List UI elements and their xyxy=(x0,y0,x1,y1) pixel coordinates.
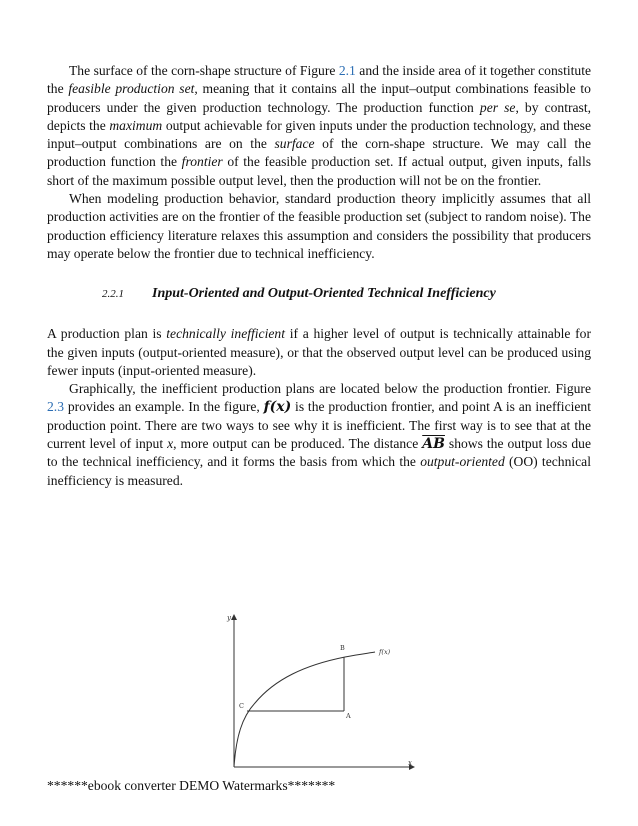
text: , meaning that it contains all the input–output combinations feasible to producers under the given production technology. The production function xyxy=(47,81,591,115)
x-axis-label: x xyxy=(408,759,412,767)
text: Graphically, the inefficient production plans are located below the production frontier. Figure xyxy=(69,381,591,397)
section-heading xyxy=(47,285,591,303)
text: , more output can be produced. The distance xyxy=(173,436,423,452)
text: provides an example. In the figure, xyxy=(64,399,264,415)
text: of the corn-shape structure. We may call the production function the xyxy=(47,136,592,170)
paragraph-definition xyxy=(47,325,591,380)
point-a-label: A xyxy=(346,712,351,720)
paragraph-production-theory: When modeling production behavior, standard production theory implicitly assumes that all production activities are on the frontier of the feasible production set (subject to random noise). The production efficiency literature relaxes this assumption and considers the possibility that producers may operate below the frontier due to technical inefficiency. xyxy=(47,191,591,261)
emphasis: output-oriented xyxy=(420,454,505,470)
math-fx: f(x) xyxy=(263,399,292,416)
text: is the production frontier, and point A is an inefficient production point. There are two ways to see why it is inefficient. The first way is to see that at the current level of input xyxy=(47,399,591,452)
paragraph-graphical xyxy=(47,380,591,490)
text: (OO) technical inefficiency is measured. xyxy=(47,454,591,488)
emphasis: per se xyxy=(479,99,516,115)
figure-link-2-1[interactable]: 2.1 xyxy=(338,63,356,78)
y-axis-label: y xyxy=(227,614,231,622)
figure-link-2-3[interactable]: 2.3 xyxy=(47,399,64,415)
section-number: 2.2.1 xyxy=(102,288,124,301)
page-body xyxy=(47,62,591,490)
text: and the inside area of it together constitute the xyxy=(47,63,592,97)
emphasis: maximum xyxy=(109,117,163,133)
emphasis: feasible production set xyxy=(68,81,195,97)
text: The surface of the corn-shape structure of Figure xyxy=(69,63,339,78)
emphasis: surface xyxy=(274,136,315,152)
text: , by contrast, depicts the xyxy=(47,99,592,133)
text: of the feasible production set. If actual output, given inputs, falls short of the maximum possible output level, then the production will not be on the frontier. xyxy=(47,154,592,188)
math-ab: $\overline{AB}$ xyxy=(422,436,445,453)
section-title: Input-Oriented and Output-Oriented Technical Inefficiency xyxy=(152,286,496,302)
point-c-label: C xyxy=(239,702,244,710)
paragraph-feasible-set xyxy=(47,62,591,190)
text: if a higher level of output is technically attainable for the given inputs (output-oriented measure), or that the observed output level can be produced using fewer inputs (input-oriented measure). xyxy=(47,326,592,378)
text: shows the output loss due to the technical inefficiency, and it forms the basis from which the xyxy=(47,436,591,470)
figure-svg xyxy=(220,607,416,776)
text: output achievable for given inputs under the production technology, and these input–output combinations are on the xyxy=(47,117,591,152)
emphasis: frontier xyxy=(181,154,223,170)
curve-label: f(x) xyxy=(379,648,391,656)
frontier-curve xyxy=(234,652,375,767)
watermark-text: ******ebook converter DEMO Watermarks******* xyxy=(47,778,336,793)
text: A production plan is xyxy=(47,326,167,342)
point-b-label: B xyxy=(340,644,345,652)
emphasis: technically inefficient xyxy=(166,326,285,342)
emphasis: x xyxy=(167,436,174,452)
production-frontier-figure xyxy=(220,607,416,776)
